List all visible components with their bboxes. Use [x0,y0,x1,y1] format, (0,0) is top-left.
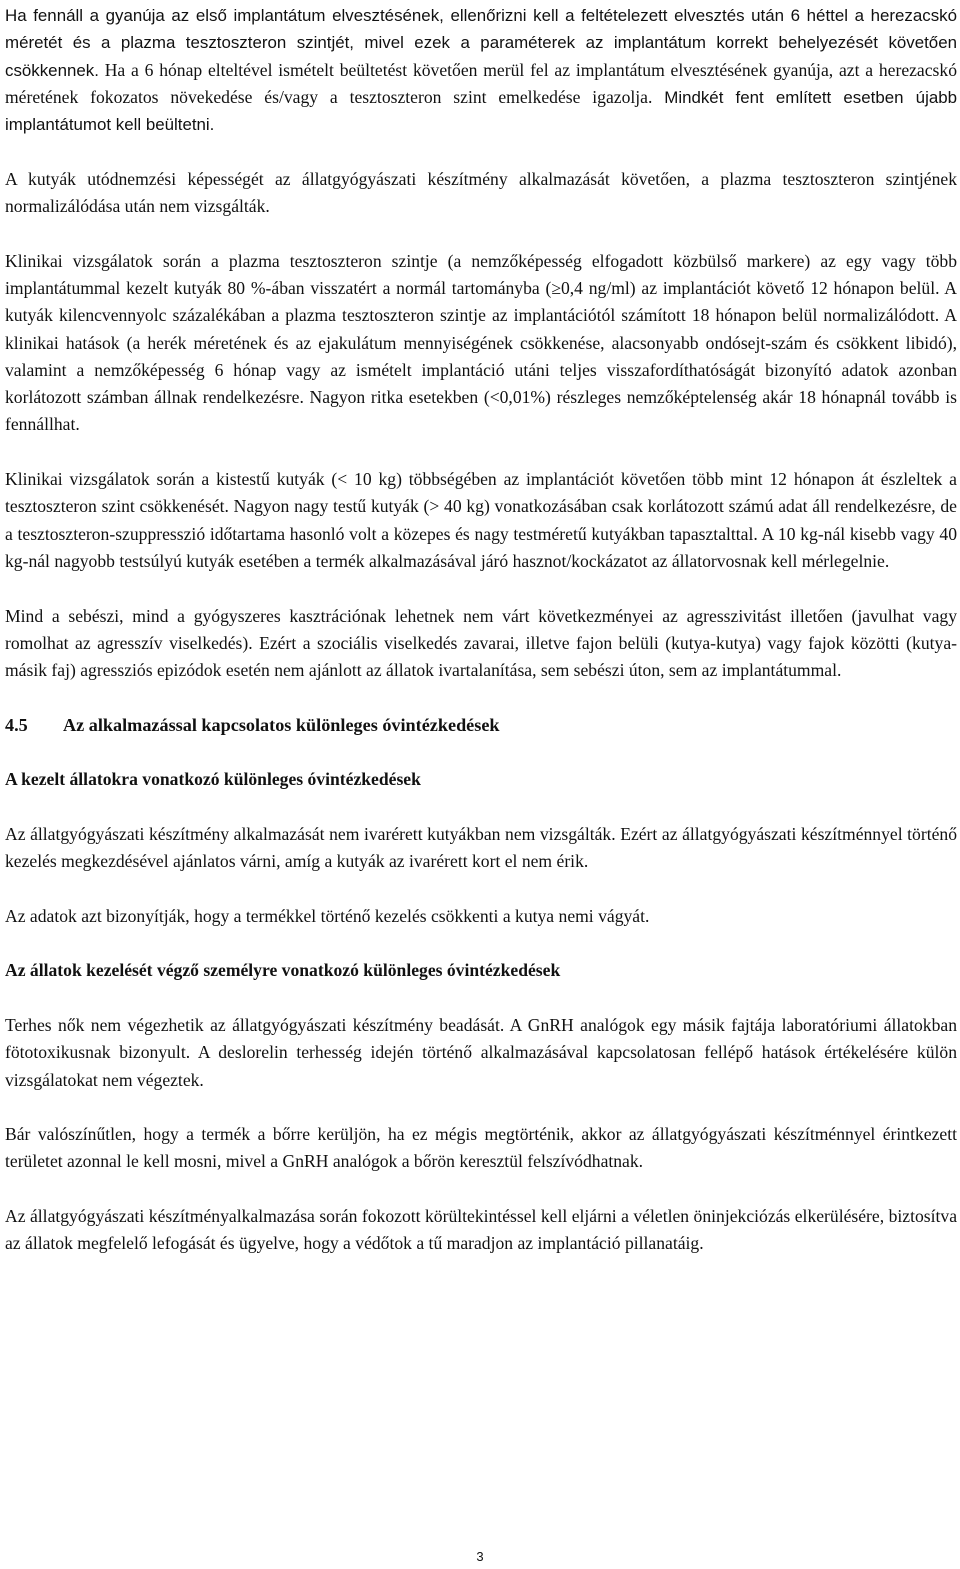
paragraph-skin-contact: Bár valószínűtlen, hogy a termék a bőrre kerüljön, ha ez mégis megtörténik, akkor az állatgyógyászati készítménnyel érintkezett területet azonnal le kell mosni, mivel a GnRH analógok a bőrön keresztül felszívódhatnak. [5,1124,957,1172]
paragraph-libido: Az adatok azt bizonyítják, hogy a termékkel történő kezelés csökkenti a kutya nemi vágyát. [5,905,650,926]
document-page [5,2,957,1258]
paragraph-self-injection: Az állatgyógyászati készítményalkalmazása során fokozott körültekintéssel kell eljárni a véletlen öninjekciózás elkerülésére, biztosítva az állatok megfelelő lefogását és ügyelve, hogy a védőtok a tű maradjon az implantáció pillanatáig. [5,1206,957,1254]
paragraph-implant-loss-part-1: Ha fennáll a gyanúja az első implantátum elvesztésének, ellenőrizni kell a feltételezett elvesztés után 6 héttel a herezacskó méretét és a plazma tesztoszteron szintjét, mivel ezek a paraméterek az implantátum korrekt behelyezését követően csökkennek. [5,6,957,80]
paragraph-implant-loss-part-3: Mindkét fent említett esetben újabb implantátumot kell beültetni. [5,87,957,135]
subheading-handler-precautions: Az állatok kezelését végző személyre vonatkozó különleges óvintézkedések [5,960,561,981]
page-number: 3 [476,1549,484,1564]
paragraph-pregnant-women: Terhes nők nem végezhetik az állatgyógyászati készítmény beadását. A GnRH analógok egy másik fajtája laboratóriumi állatokban fötotoxikusnak bizonyult. A deslorelin terhesség idején történő alkalmazásával kapcsolatosan fellépő hatások értékelésére külön vizsgálatokat nem végeztek. [5,1014,957,1090]
paragraph-implant-loss [5,2,957,138]
paragraph-clinical-bodyweight: Klinikai vizsgálatok során a kistestű kutyák (< 10 kg) többségében az implantációt követően több mint 12 hónapon át észleltek a tesztoszteron szint csökkenését. Nagyon nagy testű kutyák (> 40 kg) vonatkozásában csak korlátozott számú adat áll rendelkezésre, de a tesztoszteron-szuppresszió időtartama hasonló volt a közepes és nagy testméretű kutyákban tapasztalttal. A 10 kg-nál kisebb vagy 40 kg-nál nagyobb testsúlyú kutyák esetében a termék alkalmazásával járó hasznot/kockázatot az állatorvosnak kell mérlegelnie. [5,469,957,571]
section-number: 4.5 [5,714,28,735]
section-heading [5,712,957,739]
paragraph-clinical-testosterone: Klinikai vizsgálatok során a plazma tesztoszteron szintje (a nemzőképesség elfogadott közbülső markere) az egy vagy több implantátummal kezelt kutyák 80 %-ában visszatért a normál tartományba (≥0,4 ng/ml) az implantációt követő 12 hónapon belül. A kutyák kilencvennyolc százalékában a plazma tesztoszteron szintje az implantációtól számított 18 hónapon belül normalizálódott. A klinikai hatások (a herék méretének és az ejakulátum mennyiségének csökkenése, alacsonyabb ondósejt-szám és csökkent libidó), valamint a nemzőképesség 6 hónap vagy az ismételt implantáció utáni teljes visszafordíthatóságát bizonyító adatok azonban korlátozott számban állnak rendelkezésre. Nagyon ritka esetekben (<0,01%) részleges nemzőképtelenség akár 18 hónapnál tovább is fennállhat. [5,250,957,435]
section-title: Az alkalmazással kapcsolatos különleges óvintézkedések [63,714,500,735]
paragraph-immature-dogs: Az állatgyógyászati készítmény alkalmazását nem ivarérett kutyákban nem vizsgálták. Ezért az állatgyógyászati készítménnyel történő kezelés megkezdésével ajánlatos várni, amíg a kutyák az ivarérett kort el nem érik. [5,823,957,872]
subheading-treated-animals: A kezelt állatokra vonatkozó különleges óvintézkedések [5,769,421,790]
paragraph-fertility: A kutyák utódnemzési képességét az állatgyógyászati készítmény alkalmazását követően, a plazma tesztoszteron szintjének normalizálódása után nem vizsgálták. [5,168,957,217]
paragraph-implant-loss-part-2: Ha a 6 hónap elteltével ismételt beültetést követően merül fel az implantátum elvesztésének gyanúja, azt a herezacskó méretének fokozatos növekedése és/vagy a tesztoszteron szint emelkedése igazolja. [5,59,957,107]
paragraph-aggression: Mind a sebészi, mind a gyógyszeres kasztrációnak lehetnek nem várt következményei az agresszivitást illetően (javulhat vagy romolhat az agresszív viselkedés). Ezért a szociális viselkedés zavarai, illetve fajon belüli (kutya-kutya) vagy fajok közötti (kutya-másik faj) agressziós epizódok esetén nem ajánlott az állatok ivartalanítása, sem sebészi úton, sem az implantátummal. [5,605,957,681]
